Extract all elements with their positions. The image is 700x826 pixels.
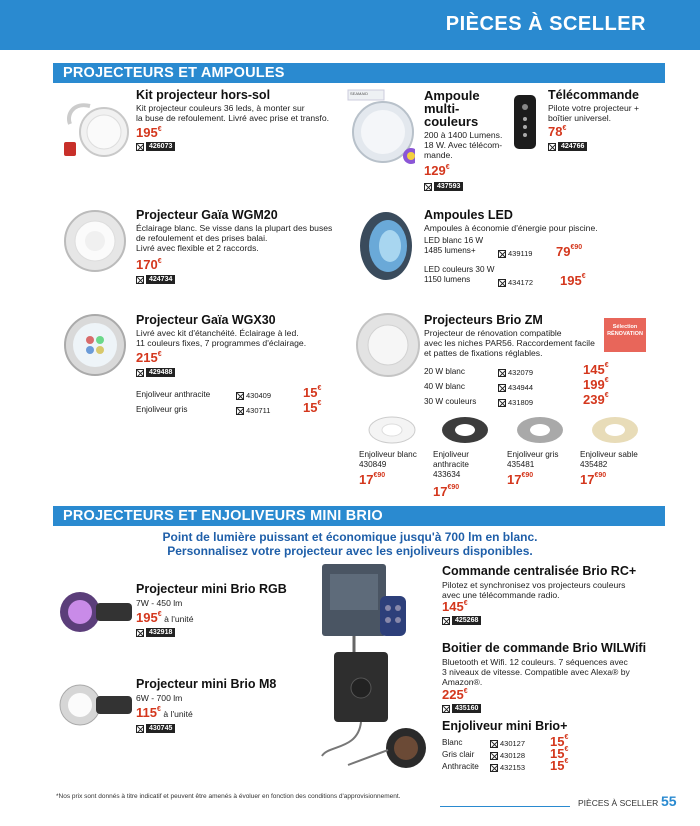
led-row-2-label: LED couleurs 30 W 1150 lumens xyxy=(424,265,495,284)
brio-zm-row-3-ref: 431809 xyxy=(498,398,533,407)
enjoliveur-mini-row-2-label: Gris clair xyxy=(442,750,475,759)
led-row-1-ref: 439119 xyxy=(498,249,532,258)
brio-zm-image xyxy=(355,312,421,378)
enjoliveur-blanc-label: Enjoliveur blanc 430849 xyxy=(359,450,417,469)
telecommande-name: Télécommande xyxy=(548,88,640,102)
enjoliveur-gris-label: Enjoliveur gris 435481 xyxy=(507,450,559,469)
enjoliveur-anthracite-price: $17^{€90}$ xyxy=(433,484,460,499)
mini-brio-m8-desc: 6W - 700 lm xyxy=(136,693,183,703)
enjoliveur-mini-row-1-ref: 430127 xyxy=(490,739,525,748)
enjoliveur-mini-row-2-ref: 430128 xyxy=(490,751,525,760)
wgx30-row-2-ref: 430711 xyxy=(236,406,270,415)
enjoliveur-anthracite-label: Enjoliveur anthracite 433634 xyxy=(433,450,469,479)
ampoules-led-desc: Ampoules à économie d'énergie pour piscine. xyxy=(424,223,598,233)
wgx30-name: Projecteur Gaïa WGX30 xyxy=(136,313,276,327)
wgx30-row-1-label: Enjoliveur anthracite xyxy=(136,390,211,399)
wgx30-row-2-label: Enjoliveur gris xyxy=(136,405,188,414)
led-row-2-price: 195€ xyxy=(560,273,586,288)
mini-brio-rgb-image xyxy=(58,585,134,639)
mini-brio-tagline: Point de lumière puissant et économique jusqu'à 700 lm en blanc. Personnalisez votre projecteur avec les enjoliveurs disponibles. xyxy=(162,530,538,558)
enjoliveur-mini-row-2-price: 15€ xyxy=(550,746,569,761)
led-row-1-price: $79^{€90}$ xyxy=(556,244,583,259)
enjoliveur-mini-name: Enjoliveur mini Brio+ xyxy=(442,719,568,733)
ampoule-box-label: SEAMAID xyxy=(350,91,369,96)
wgx30-ref: 429488 xyxy=(136,368,175,377)
enjoliveur-mini-row-3-price: 15€ xyxy=(550,758,569,773)
brio-zm-row-2-price: 199€ xyxy=(583,377,609,392)
brio-zm-row-3-label: 30 W couleurs xyxy=(424,397,477,406)
wgx30-price: 215€ xyxy=(136,350,162,365)
mini-brio-rgb-ref: 432918 xyxy=(136,628,175,637)
enjoliveur-sable-label: Enjoliveur sable 435482 xyxy=(580,450,638,469)
telecommande-ref: 424766 xyxy=(548,142,587,151)
brio-rc-ref: 425268 xyxy=(442,616,481,625)
enjoliveur-mini-row-1-price: 15€ xyxy=(550,734,569,749)
kit-projecteur-ref: 426073 xyxy=(136,142,175,151)
kit-projecteur-name: Kit projecteur hors-sol xyxy=(136,88,271,102)
mini-brio-rgb-name: Projecteur mini Brio RGB xyxy=(136,582,287,596)
wgm20-desc: Éclairage blanc. Se visse dans la plupart des buses de refoulement et des prises balai. Livré avec flexible et 2 raccords. xyxy=(136,223,333,253)
brio-rc-desc: Pilotez et synchronisez vos projecteurs couleurs avec une télécommande radio. xyxy=(442,580,626,600)
page-number: 55 xyxy=(661,793,677,809)
brio-zm-row-2-label: 40 W blanc xyxy=(424,382,465,391)
brio-zm-row-1-ref: 432079 xyxy=(498,368,533,377)
telecommande-image xyxy=(508,93,544,151)
enjoliveur-gris-price: $17^{€90}$ xyxy=(507,472,534,487)
mini-brio-m8-name: Projecteur mini Brio M8 xyxy=(136,677,277,691)
ampoule-ref: 437593 xyxy=(424,182,463,191)
led-row-1-label: LED blanc 16 W 1485 lumens+ xyxy=(424,236,484,255)
wgm20-price: 170€ xyxy=(136,257,162,272)
wgm20-name: Projecteur Gaïa WGM20 xyxy=(136,208,278,222)
wgm20-ref: 424734 xyxy=(136,275,175,284)
brio-rc-name: Commande centralisée Brio RC+ xyxy=(442,564,637,578)
footer-divider xyxy=(440,806,570,807)
enjoliveur-mini-row-1-label: Blanc xyxy=(442,738,463,747)
page-title: PIÈCES À SCELLER xyxy=(445,13,646,35)
brio-zm-desc: Projecteur de rénovation compatible avec les niches PAR56. Raccordement facile et pattes de fixations réglables. xyxy=(424,328,595,358)
enjoliveur-anthracite-image xyxy=(440,415,490,445)
brio-zm-row-2-ref: 434944 xyxy=(498,383,533,392)
enjoliveur-gris-image xyxy=(515,415,565,445)
enjoliveur-mini-row-3-label: Anthracite xyxy=(442,762,479,771)
ampoule-desc: 200 à 1400 Lumens. 18 W. Avec télécom- mande. xyxy=(424,130,503,160)
mini-brio-m8-ref: 430745 xyxy=(136,724,175,733)
section-title-mini-brio: PROJECTEURS ET ENJOLIVEURS MINI BRIO xyxy=(53,506,665,526)
wgx30-row-2-price: 15€ xyxy=(303,400,322,415)
telecommande-price: 78€ xyxy=(548,124,567,139)
brio-zm-row-3-price: 239€ xyxy=(583,392,609,407)
kit-projecteur-price: 195€ xyxy=(136,125,162,140)
wgx30-row-1-ref: 430409 xyxy=(236,391,271,400)
enjoliveur-sable-price: $17^{€90}$ xyxy=(580,472,607,487)
footer-note: *Nos prix sont donnés à titre indicatif et peuvent être amenés à évoluer en fonction des conditions d'approvisionnement. xyxy=(56,793,401,800)
enjoliveur-blanc-image xyxy=(367,415,417,445)
led-row-2-ref: 434172 xyxy=(498,278,533,287)
enjoliveur-sable-image xyxy=(590,415,640,445)
brio-zm-name: Projecteurs Brio ZM xyxy=(424,313,543,327)
controller-boxes-image xyxy=(318,560,436,796)
ampoule-name: Ampoule multi- couleurs xyxy=(424,88,480,129)
mini-brio-rgb-price: 195€ à l'unité xyxy=(136,610,194,625)
ampoules-led-name: Ampoules LED xyxy=(424,208,513,222)
kit-projecteur-image xyxy=(60,98,130,164)
kit-projecteur-desc: Kit projecteur couleurs 36 leds, à monter sur la buse de refoulement. Livré avec prise et transfo. xyxy=(136,103,329,123)
selection-renovation-badge: Sélection RÉNOVATION xyxy=(604,318,646,352)
wgx30-image xyxy=(62,312,128,378)
brio-zm-row-1-label: 20 W blanc xyxy=(424,367,465,376)
ampoules-led-image xyxy=(356,206,418,286)
brio-wilwifi-desc: Bluetooth et Wifi. 12 couleurs. 7 séquences avec 3 niveaux de vitesse. Compatible avec Alexa® by Amazon®. xyxy=(442,657,630,687)
footer-section-label: PIÈCES À SCELLER xyxy=(578,798,659,808)
brio-rc-price: 145€ xyxy=(442,599,468,614)
mini-brio-m8-image xyxy=(58,678,134,732)
section-title-projecteurs: PROJECTEURS ET AMPOULES xyxy=(53,63,665,83)
mini-brio-rgb-desc: 7W - 450 lm xyxy=(136,598,183,608)
enjoliveur-blanc-price: $17^{€90}$ xyxy=(359,472,386,487)
wgx30-desc: Livré avec kit d'étanchéité. Éclairage à led. 11 couleurs fixes, 7 programmes d'éclairage. xyxy=(136,328,307,348)
brio-zm-row-1-price: 145€ xyxy=(583,362,609,377)
enjoliveur-mini-row-3-ref: 432153 xyxy=(490,763,525,772)
mini-brio-m8-price: 115€ à l'unité xyxy=(136,705,193,720)
telecommande-desc: Pilote votre projecteur + boîtier universel. xyxy=(548,103,639,123)
brio-wilwifi-ref: 435160 xyxy=(442,704,481,713)
brio-wilwifi-price: 225€ xyxy=(442,687,468,702)
ampoule-image xyxy=(345,88,415,166)
wgm20-image xyxy=(62,208,128,274)
wgx30-row-1-price: 15€ xyxy=(303,385,322,400)
ampoule-price: 129€ xyxy=(424,163,450,178)
brio-wilwifi-name: Boitier de commande Brio WILWifi xyxy=(442,641,647,655)
